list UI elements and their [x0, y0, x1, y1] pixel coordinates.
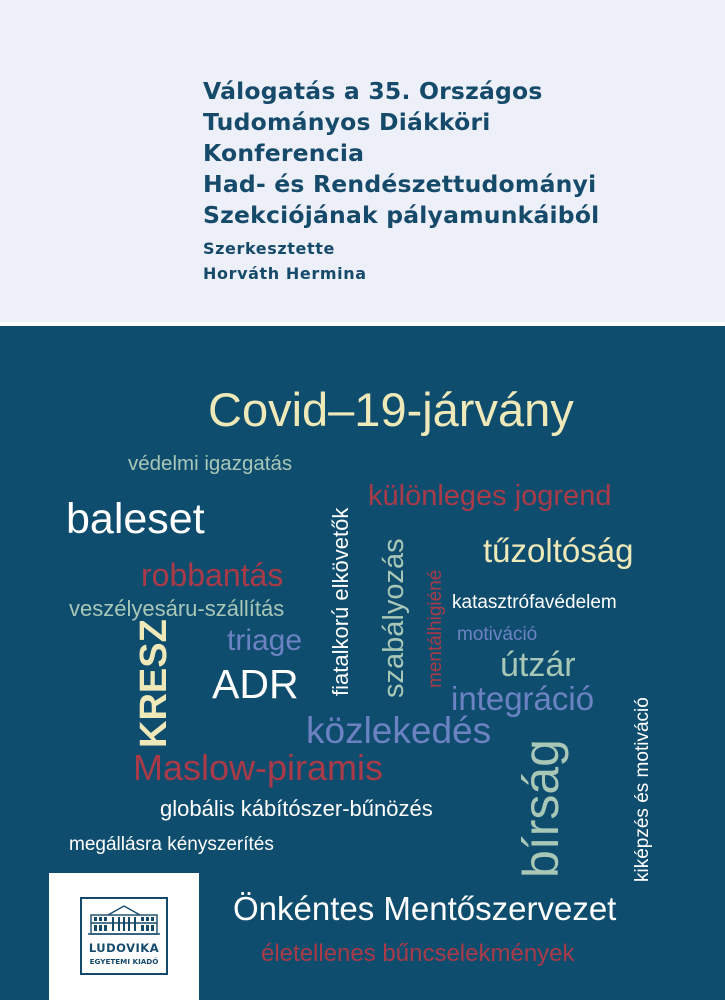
word-motivacio: motiváció [457, 624, 538, 645]
editor-name: Horváth Hermina [203, 264, 367, 283]
word-veszelyesaru-szallitas: veszélyesáru-szállítás [69, 596, 285, 621]
publisher-logo-box [49, 873, 199, 1000]
title-line: Konferencia [203, 139, 365, 167]
word-utzar: útzár [500, 646, 576, 684]
word-triage: triage [227, 624, 303, 657]
title-line: Tudományos Diákköri [203, 108, 491, 136]
word-megallasra-kenyszerites: megállásra kényszerítés [69, 834, 274, 855]
word-kresz: KRESZ [133, 619, 175, 748]
publisher-subtitle: EGYETEMI KIADÓ [89, 957, 159, 966]
title-line: Szekciójának pályamunkáiból [203, 201, 600, 229]
word-katasztrofavedelem: katasztrófavédelem [452, 592, 617, 613]
building-icon [88, 903, 160, 937]
word-integracio: integráció [451, 680, 595, 717]
word-baleset: baleset [66, 495, 205, 543]
publisher-name: LUDOVIKA [88, 941, 160, 955]
header-panel [0, 0, 725, 322]
word-mentalhigiene: mentálhigiéné [425, 569, 446, 688]
word-szabalyozas: szabályozás [378, 538, 410, 698]
book-title [203, 76, 599, 231]
word-maslow-piramis: Maslow-piramis [133, 747, 384, 788]
publisher-logo [80, 897, 168, 975]
word-fiatalkoru-elkovetok: fiatalkorú elkövetők [328, 507, 353, 696]
word-birsag: bírság [513, 739, 569, 878]
word-vedelmi-igazgatas: védelmi igazgatás [128, 452, 293, 475]
editor-label: Szerkesztette [203, 239, 335, 258]
word-kulonleges-jogrend: különleges jogrend [368, 480, 612, 512]
word-onkentes-mentoszervezet: Önkéntes Mentőszervezet [233, 890, 617, 927]
word-eletellenes-buncselekmenyek: életellenes bűncselekmények [261, 940, 575, 967]
word-adr: ADR [212, 661, 299, 707]
word-globalis-kabitoszer-bunozes: globális kábítószer-bűnözés [160, 796, 433, 821]
word-tuzoltosag: tűzoltóság [483, 532, 634, 569]
word-covid: Covid–19-járvány [208, 383, 574, 436]
word-kozlekedes: közlekedés [306, 710, 492, 751]
word-kikepzes-es-motivacio: kiképzés és motiváció [632, 697, 653, 882]
editor-block [203, 236, 367, 286]
title-line: Had- és Rendészettudományi [203, 170, 597, 198]
title-line: Válogatás a 35. Országos [203, 77, 543, 105]
word-robbantas: robbantás [141, 557, 284, 593]
